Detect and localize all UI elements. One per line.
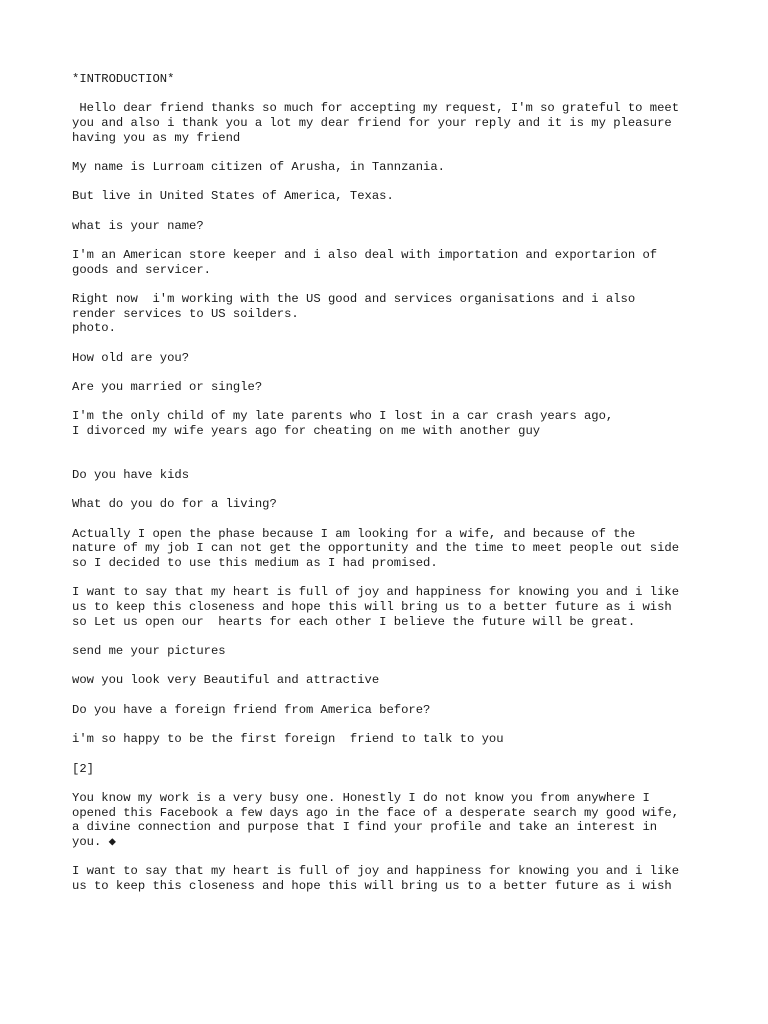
- paragraph-family: I'm the only child of my late parents who I lost in a car crash years ago, I divorced my wife years ago for cheating on me with another guy: [72, 409, 614, 439]
- paragraph-occupation: I'm an American store keeper and i also deal with importation and exportarion of goods and servicer.: [72, 248, 658, 277]
- paragraph-name: My name is Lurroam citizen of Arusha, in Tannzania.: [72, 159, 445, 174]
- heading-introduction: *INTRODUCTION*: [72, 72, 175, 86]
- paragraph-heart-joy: I want to say that my heart is full of joy and happiness for knowing you and i like us to keep this closeness and hope this will bring us to a better future as i wish so Let us open our hearts for each other I believe the future will be great.: [72, 585, 680, 629]
- paragraph-question-name: what is your name?: [72, 218, 204, 233]
- paragraph-question-married: Are you married or single?: [72, 380, 263, 395]
- paragraph-busy-work: You know my work is a very busy one. Honestly I do not know you from anywhere I opened this Facebook a few days ago in the face of a desperate search my good wife, a divine connection and purpose that I find your profile and take an interest in you. ◆: [72, 790, 680, 849]
- paragraph-send-pictures: send me your pictures: [72, 644, 226, 658]
- paragraph-looking-for-wife: Actually I open the phase because I am looking for a wife, and because of the nature of my job I can not get the opportunity and the time to meet people out side so I decided to use this medium as I had promised.: [72, 526, 680, 571]
- paragraph-greeting: Hello dear friend thanks so much for accepting my request, I'm so grateful to meet you and also i thank you a lot my dear friend for your reply and it is my pleasure having you as my friend: [72, 101, 680, 145]
- section-marker-2: [2]: [72, 761, 94, 776]
- document-page: [72, 72, 712, 908]
- paragraph-question-kids: Do you have kids: [72, 468, 190, 483]
- paragraph-compliment: wow you look very Beautiful and attractive: [72, 673, 380, 688]
- paragraph-heart-joy-repeat: I want to say that my heart is full of joy and happiness for knowing you and i like us to keep this closeness and hope this will bring us to a better future as i wish: [72, 864, 680, 893]
- paragraph-work: Right now i'm working with the US good and services organisations and i also render services to US soilders. photo.: [72, 292, 636, 336]
- paragraph-first-foreign-friend: i'm so happy to be the first foreign friend to talk to you: [72, 732, 504, 747]
- paragraph-question-age: How old are you?: [72, 350, 190, 365]
- paragraph-location: But live in United States of America, Texas.: [72, 189, 394, 204]
- paragraph-question-foreign-friend: Do you have a foreign friend from America before?: [72, 702, 431, 717]
- paragraph-question-living: What do you do for a living?: [72, 497, 277, 512]
